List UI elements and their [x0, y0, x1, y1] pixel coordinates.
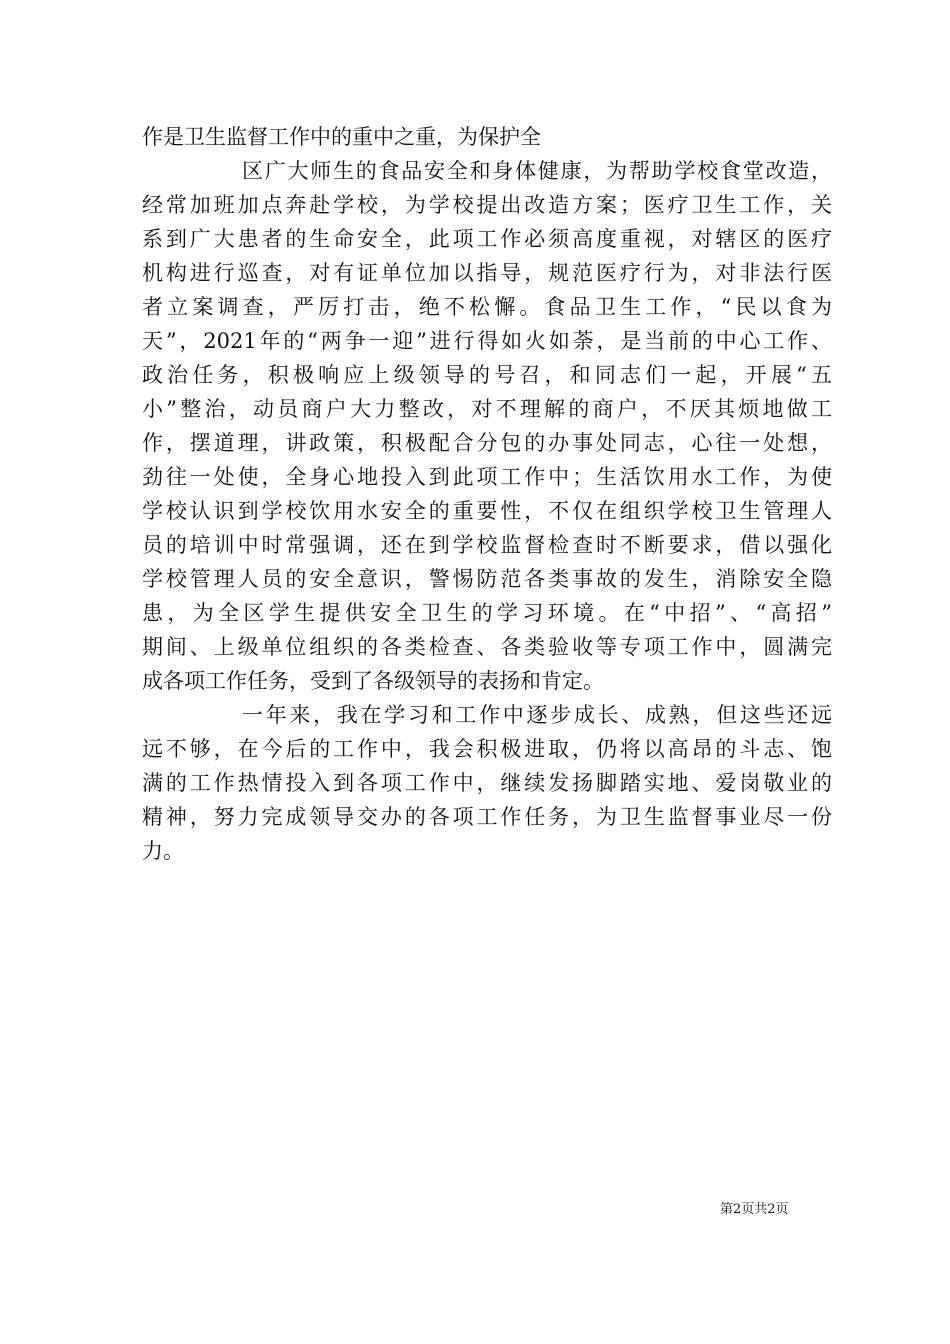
text-line: 政治任务，积极响应上级领导的号召，和同志们一起，开展“五	[142, 363, 832, 387]
page-number: 第2页共2页	[720, 1202, 789, 1217]
text-line: 学校管理人员的安全意识，警惕防范各类事故的发生，消除安全隐	[142, 567, 832, 591]
text-line: 员的培训中时常强调，还在到学校监督检查时不断要求，借以强化	[142, 533, 832, 557]
text-line: 一年来，我在学习和工作中逐步成长、成熟，但这些还远	[242, 703, 832, 727]
text-line: 成各项工作任务，受到了各级领导的表扬和肯定。	[142, 669, 604, 693]
text-line: 系到广大患者的生命安全，此项工作必须高度重视，对辖区的医疗	[142, 227, 832, 251]
text-line: 劲往一处使，全身心地投入到此项工作中；生活饮用水工作，为使	[142, 465, 832, 489]
text-line: 经常加班加点奔赴学校，为学校提出改造方案；医疗卫生工作，关	[142, 193, 832, 217]
text-line: 学校认识到学校饮用水安全的重要性，不仅在组织学校卫生管理人	[142, 499, 832, 523]
text-line: 者立案调查，严厉打击，绝不松懈。食品卫生工作，“民以食为	[142, 295, 832, 319]
text-line: 小”整治，动员商户大力整改，对不理解的商户，不厌其烦地做工	[142, 397, 832, 421]
text-line: 作，摆道理，讲政策，积极配合分包的办事处同志，心往一处想，	[142, 431, 832, 455]
text-line: 天”，2021年的“两争一迎”进行得如火如荼，是当前的中心工作、	[142, 329, 832, 353]
text-line: 机构进行巡查，对有证单位加以指导，规范医疗行为，对非法行医	[142, 261, 832, 285]
text-line: 远不够，在今后的工作中，我会积极进取，仍将以高昂的斗志、饱	[142, 737, 832, 761]
text-line: 作是卫生监督工作中的重中之重，为保护全	[142, 125, 541, 149]
text-line: 满的工作热情投入到各项工作中，继续发扬脚踏实地、爱岗敬业的	[142, 771, 832, 795]
text-line: 精神，努力完成领导交办的各项工作任务，为卫生监督事业尽一份	[142, 805, 832, 829]
text-line: 力。	[142, 839, 184, 863]
text-line: 患，为全区学生提供安全卫生的学习环境。在“中招”、“高招”	[142, 601, 832, 625]
text-line: 期间、上级单位组织的各类检查、各类验收等专项工作中，圆满完	[142, 635, 832, 659]
body-text	[142, 120, 832, 868]
text-line: 区广大师生的食品安全和身体健康，为帮助学校食堂改造，	[242, 159, 832, 183]
